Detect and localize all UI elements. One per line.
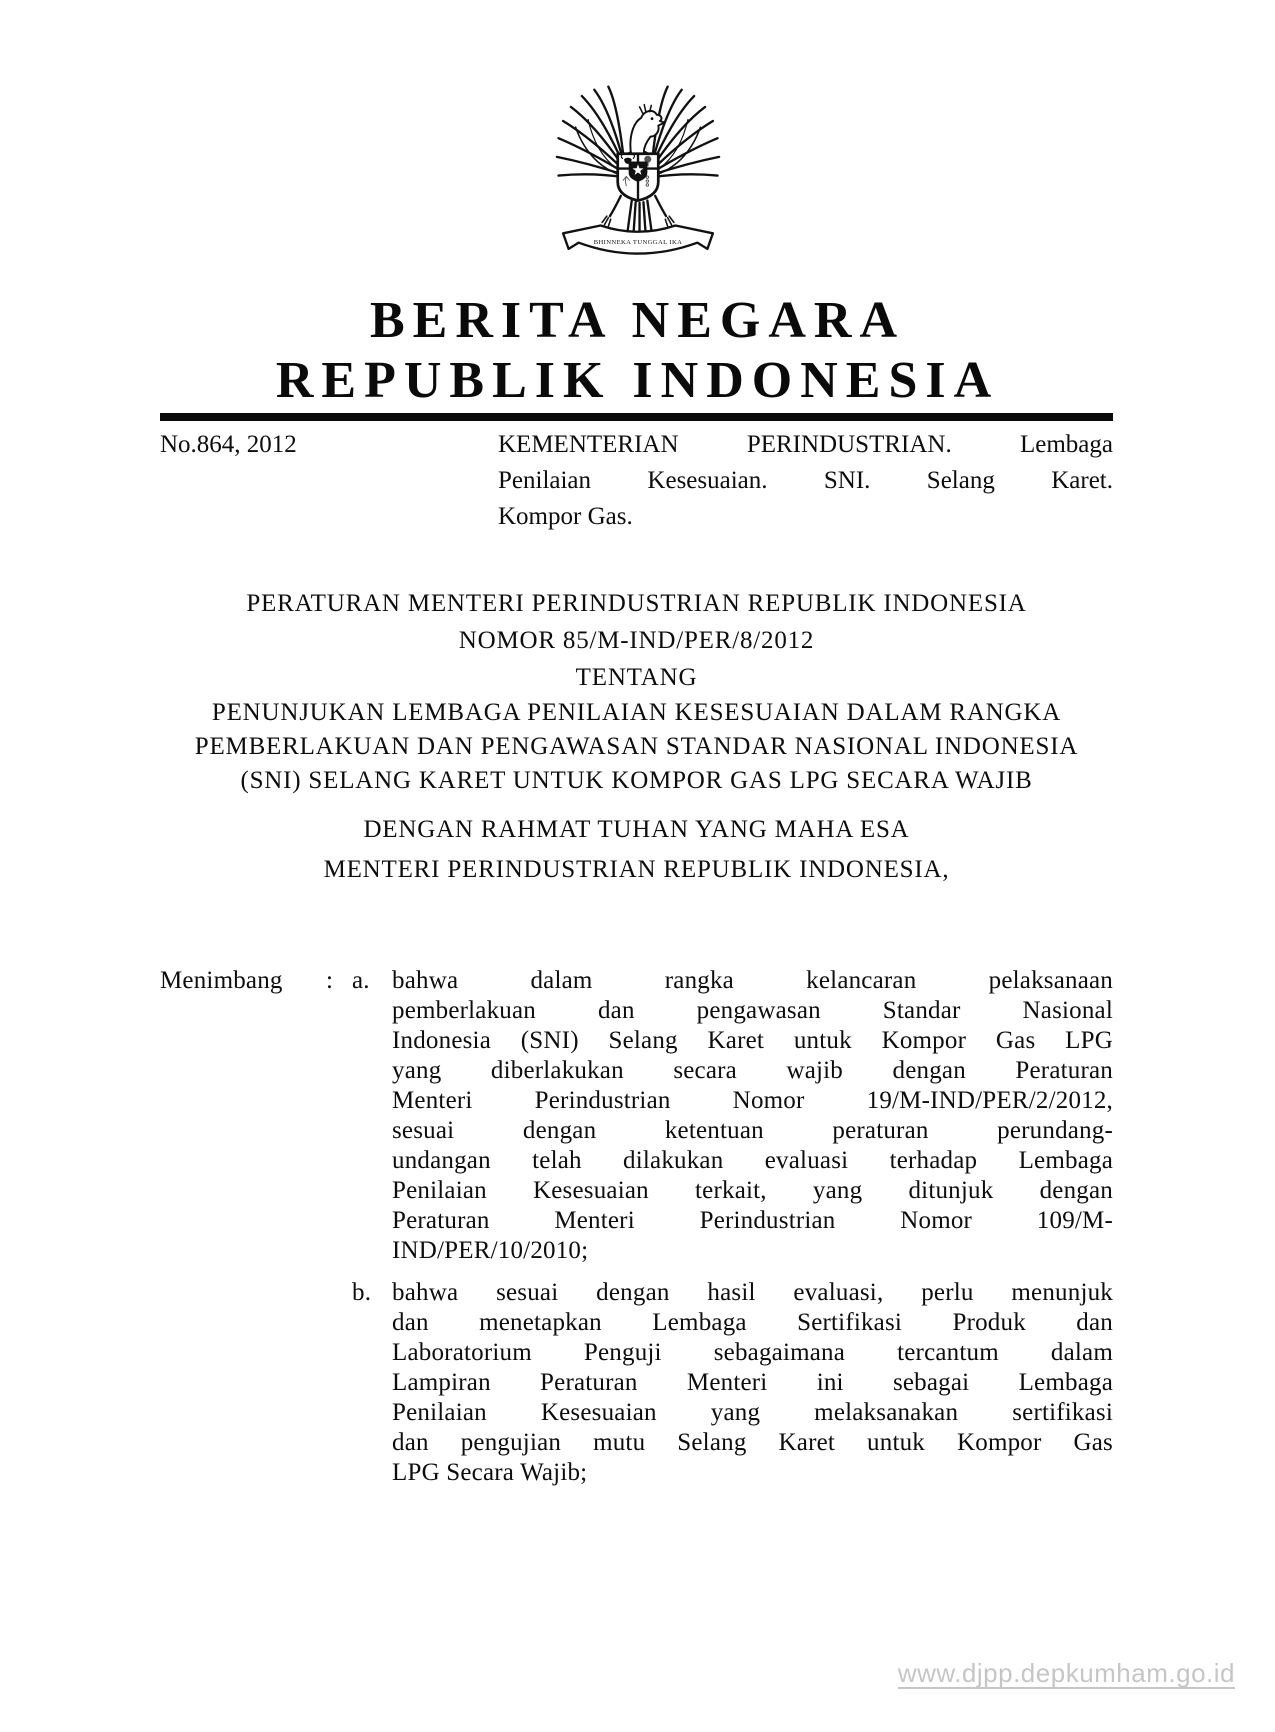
regulation-about-label: TENTANG (575, 664, 698, 691)
text-line: Indonesia (SNI) Selang Karet untuk Kompor Gas LPG (392, 1027, 1113, 1054)
regulation-heading (160, 585, 1113, 798)
text-line: dan pengujian mutu Selang Karet untuk Kompor Gas (392, 1429, 1113, 1456)
considerations-label: Menimbang (160, 967, 283, 994)
masthead-line2: REPUBLIK INDONESIA (275, 352, 1000, 409)
gazette-subject-line: Kompor Gas. (498, 503, 633, 530)
gazette-subject (498, 427, 1113, 535)
text-line: yang diberlakukan secara wajib dengan Peraturan (392, 1057, 1113, 1084)
consideration-item-a (352, 966, 1113, 1266)
consideration-item-b (352, 1278, 1113, 1488)
text-line: Peraturan Menteri Perindustrian Nomor 109/M- (392, 1207, 1113, 1234)
djpp-watermark: www.djpp.depkumham.go.id (897, 1658, 1235, 1688)
garuda-pancasila-emblem (552, 82, 724, 277)
item-marker: a. (352, 967, 370, 994)
text-line: IND/PER/10/2010; (392, 1237, 589, 1264)
regulation-subject-line: PENUNJUKAN LEMBAGA PENILAIAN KESESUAIAN DALAM RANGKA (211, 699, 1062, 726)
text-line: Lampiran Peraturan Menteri ini sebagai Lembaga (392, 1369, 1113, 1396)
invocation-block (160, 810, 1113, 890)
text-line: dan menetapkan Lembaga Sertifikasi Produk dan (392, 1309, 1113, 1336)
text-line: bahwa sesuai dengan hasil evaluasi, perlu menunjuk (392, 1279, 1113, 1306)
regulation-institution: PERATURAN MENTERI PERINDUSTRIAN REPUBLIK INDONESIA (246, 590, 1027, 617)
item-marker: b. (352, 1279, 372, 1306)
text-line: LPG Secara Wajib; (392, 1459, 588, 1486)
gazette-subject-line: Penilaian Kesesuaian. SNI. Selang Karet. (498, 467, 1113, 494)
regulation-subject-line: PEMBERLAKUAN DAN PENGAWASAN STANDAR NASIONAL INDONESIA (194, 733, 1079, 760)
text-line: Menteri Perindustrian Nomor 19/M-IND/PER/2/2012, (392, 1087, 1113, 1114)
considerations-block (160, 966, 1113, 1488)
regulation-number: NOMOR 85/M-IND/PER/8/2012 (458, 627, 815, 654)
masthead-line1: BERITA NEGARA (369, 292, 905, 349)
gazette-subject-line: KEMENTERIAN PERINDUSTRIAN. Lembaga (498, 431, 1113, 458)
authority-line: MENTERI PERINDUSTRIAN REPUBLIK INDONESIA, (323, 856, 950, 883)
text-line: Penilaian Kesesuaian terkait, yang ditunjuk dengan (392, 1177, 1113, 1204)
gazette-abstract-row (160, 427, 1113, 535)
masthead-divider-rule (160, 413, 1113, 421)
garuda-emblem-icon (552, 82, 724, 277)
item-text (392, 966, 1113, 1266)
item-text (392, 1278, 1113, 1488)
gazette-number: No.864, 2012 (160, 431, 297, 458)
considerations-items (352, 966, 1113, 1488)
text-line: undangan telah dilakukan evaluasi terhadap Lembaga (392, 1147, 1113, 1174)
masthead (0, 291, 1275, 411)
text-line: bahwa dalam rangka kelancaran pelaksanaan (392, 967, 1113, 994)
regulation-subject-line: (SNI) SELANG KARET UNTUK KOMPOR GAS LPG SECARA WAJIB (240, 767, 1033, 794)
invocation-line: DENGAN RAHMAT TUHAN YANG MAHA ESA (363, 816, 910, 843)
text-line: Penilaian Kesesuaian yang melaksanakan sertifikasi (392, 1399, 1113, 1426)
text-line: sesuai dengan ketentuan peraturan perundang- (392, 1117, 1113, 1144)
considerations-colon: : (326, 967, 334, 994)
emblem-motto: BHINNEKA TUNGGAL IKA (593, 239, 682, 247)
text-line: Laboratorium Penguji sebagaimana tercantum dalam (392, 1339, 1113, 1366)
text-line: pemberlakuan dan pengawasan Standar Nasional (392, 997, 1113, 1024)
